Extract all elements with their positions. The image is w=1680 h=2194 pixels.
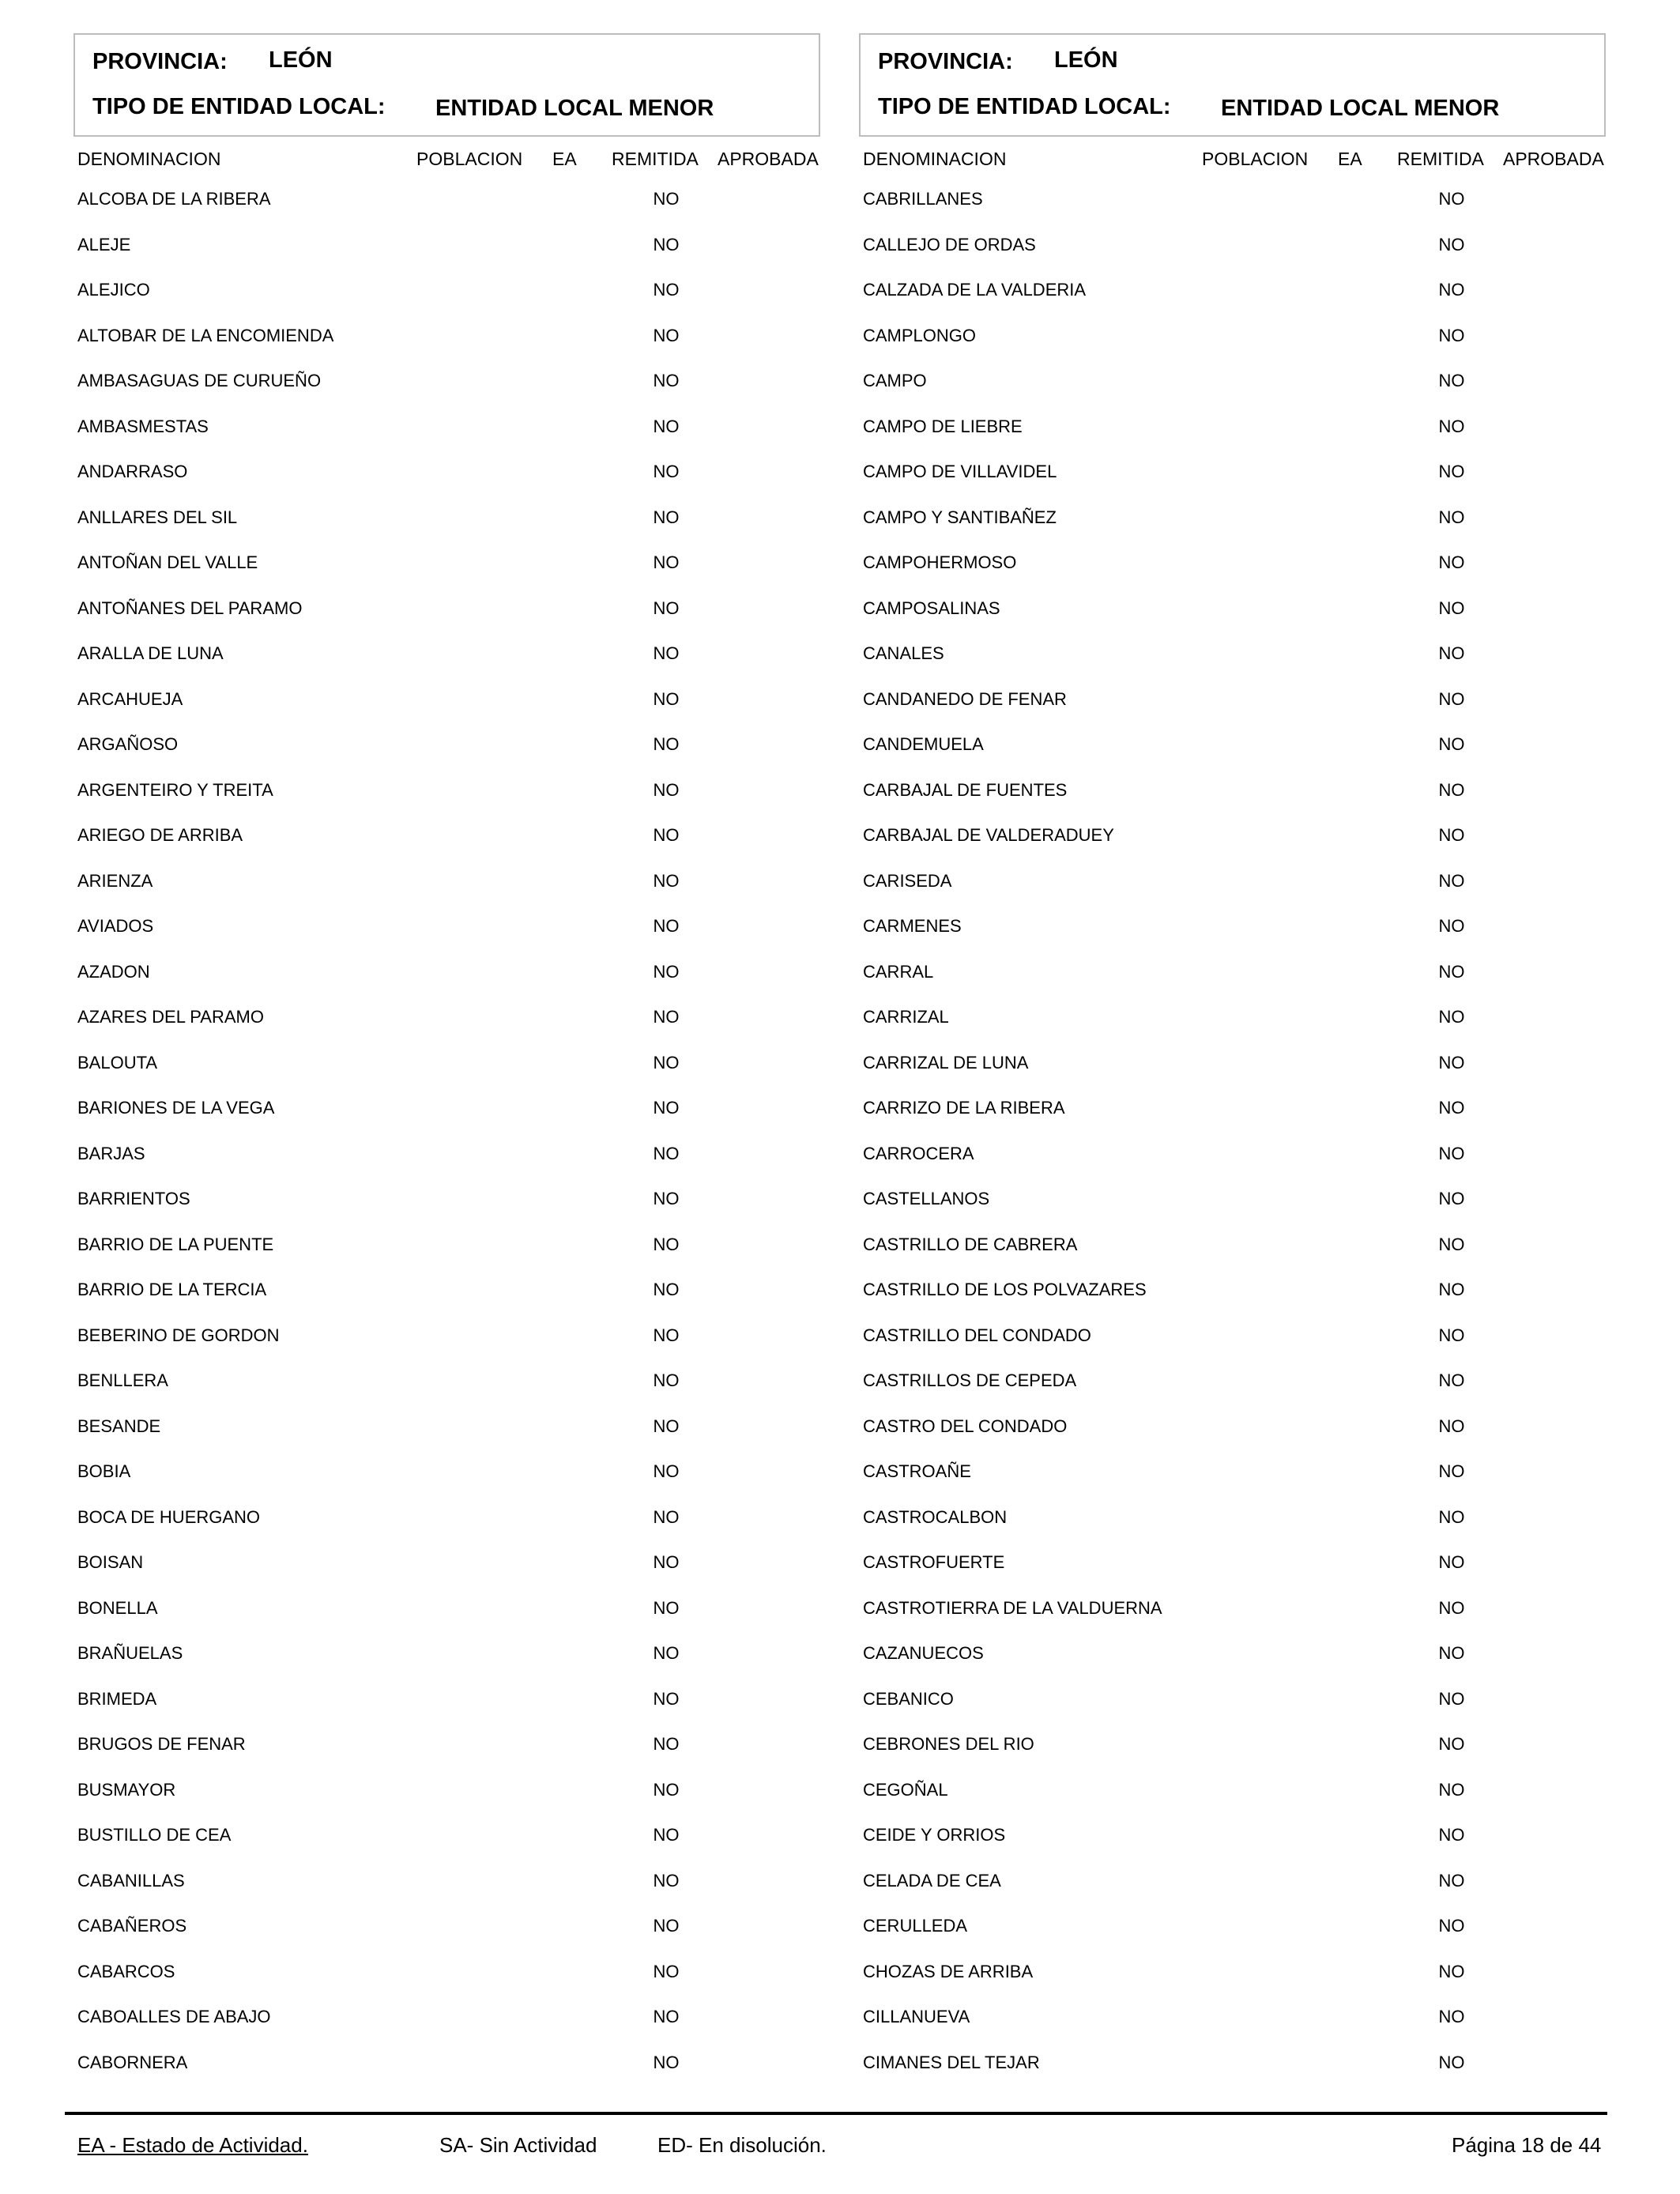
remitida-cell: NO bbox=[653, 1825, 680, 1845]
remitida-cell: NO bbox=[653, 1734, 680, 1754]
table-row bbox=[859, 416, 1606, 462]
remitida-cell: NO bbox=[653, 1143, 680, 1163]
denominacion-cell: CAMPOSALINAS bbox=[863, 598, 1000, 618]
column-header-poblacion: POBLACION bbox=[416, 149, 523, 169]
table-row bbox=[859, 1824, 1606, 1870]
denominacion-cell: CILLANUEVA bbox=[863, 2007, 970, 2026]
denominacion-cell: ANTOÑANES DEL PARAMO bbox=[77, 598, 303, 618]
denominacion-cell: BARRIO DE LA TERCIA bbox=[77, 1280, 267, 1299]
remitida-cell: NO bbox=[653, 598, 680, 618]
table-row bbox=[73, 598, 820, 643]
table-row bbox=[73, 188, 820, 234]
table-row bbox=[73, 507, 820, 552]
table-row bbox=[859, 188, 1606, 234]
remitida-cell: NO bbox=[653, 1234, 680, 1254]
provincia-label: PROVINCIA: bbox=[878, 49, 1013, 74]
remitida-cell: NO bbox=[1438, 1961, 1465, 1981]
denominacion-cell: BARRIENTOS bbox=[77, 1189, 190, 1208]
denominacion-cell: ARALLA DE LUNA bbox=[77, 643, 224, 663]
denominacion-cell: CAMPO bbox=[863, 371, 927, 390]
remitida-cell: NO bbox=[1438, 2007, 1465, 2026]
table-row bbox=[73, 1370, 820, 1416]
column-header-remitida: REMITIDA bbox=[612, 149, 699, 169]
remitida-cell: NO bbox=[653, 1370, 680, 1390]
denominacion-cell: CELADA DE CEA bbox=[863, 1870, 1001, 1891]
table-row bbox=[73, 643, 820, 688]
column-header-aprobada: APROBADA bbox=[1503, 149, 1604, 169]
remitida-cell: NO bbox=[1438, 779, 1465, 800]
table-row bbox=[859, 461, 1606, 507]
table-row bbox=[73, 1642, 820, 1688]
remitida-cell: NO bbox=[653, 1280, 680, 1299]
denominacion-cell: CALLEJO DE ORDAS bbox=[863, 234, 1036, 254]
remitida-cell: NO bbox=[653, 1779, 680, 1800]
table-row bbox=[73, 1779, 820, 1825]
table-row bbox=[73, 733, 820, 779]
table-row bbox=[73, 1597, 820, 1643]
table-row bbox=[73, 279, 820, 325]
denominacion-cell: BALOUTA bbox=[77, 1052, 158, 1072]
remitida-cell: NO bbox=[653, 325, 680, 345]
remitida-cell: NO bbox=[1438, 1416, 1465, 1436]
table-row bbox=[73, 325, 820, 371]
remitida-cell: NO bbox=[1438, 1506, 1465, 1527]
denominacion-cell: CARRAL bbox=[863, 961, 934, 982]
table-row bbox=[859, 1915, 1606, 1961]
denominacion-cell: CEIDE Y ORRIOS bbox=[863, 1825, 1006, 1845]
remitida-cell: NO bbox=[1438, 1325, 1465, 1345]
denominacion-cell: CARROCERA bbox=[863, 1143, 974, 1163]
remitida-cell: NO bbox=[1438, 1189, 1465, 1208]
table-row bbox=[73, 824, 820, 870]
table-row bbox=[859, 688, 1606, 734]
table-row bbox=[73, 915, 820, 961]
remitida-cell: NO bbox=[1438, 1870, 1465, 1891]
table-row bbox=[73, 1688, 820, 1734]
table-row bbox=[859, 1642, 1606, 1688]
table-row bbox=[859, 2006, 1606, 2052]
denominacion-cell: CEGOÑAL bbox=[863, 1779, 948, 1800]
denominacion-cell: CARRIZO DE LA RIBERA bbox=[863, 1098, 1065, 1118]
remitida-cell: NO bbox=[1438, 1280, 1465, 1299]
column-header-denominacion: DENOMINACION bbox=[77, 149, 221, 169]
column-header-poblacion: POBLACION bbox=[1202, 149, 1309, 169]
denominacion-cell: CASTRILLOS DE CEPEDA bbox=[863, 1370, 1077, 1390]
provincia-value: LEÓN bbox=[269, 47, 333, 73]
denominacion-cell: BRIMEDA bbox=[77, 1688, 157, 1709]
remitida-cell: NO bbox=[653, 1189, 680, 1208]
denominacion-cell: ARCAHUEJA bbox=[77, 688, 183, 709]
provincia-value: LEÓN bbox=[1054, 47, 1118, 73]
denominacion-cell: CEBRONES DEL RIO bbox=[863, 1734, 1034, 1754]
table-row bbox=[73, 2052, 820, 2098]
table-row bbox=[73, 1188, 820, 1234]
table-row bbox=[73, 461, 820, 507]
remitida-cell: NO bbox=[1438, 598, 1465, 618]
remitida-cell: NO bbox=[1438, 870, 1465, 891]
denominacion-cell: ARGAÑOSO bbox=[77, 734, 179, 754]
column-header-denominacion: DENOMINACION bbox=[863, 149, 1007, 169]
remitida-cell: NO bbox=[1438, 1098, 1465, 1118]
column-header-ea: EA bbox=[552, 149, 577, 169]
remitida-cell: NO bbox=[1438, 552, 1465, 572]
denominacion-cell: CASTELLANOS bbox=[863, 1189, 990, 1208]
remitida-cell: NO bbox=[653, 552, 680, 572]
remitida-cell: NO bbox=[653, 643, 680, 663]
table-row bbox=[859, 1733, 1606, 1779]
remitida-cell: NO bbox=[653, 870, 680, 891]
remitida-cell: NO bbox=[653, 961, 680, 982]
remitida-cell: NO bbox=[653, 371, 680, 390]
denominacion-cell: CANDEMUELA bbox=[863, 734, 984, 754]
denominacion-cell: CANDANEDO DE FENAR bbox=[863, 688, 1067, 709]
remitida-cell: NO bbox=[1438, 643, 1465, 663]
remitida-cell: NO bbox=[1438, 1916, 1465, 1936]
remitida-cell: NO bbox=[653, 1870, 680, 1891]
denominacion-cell: CARRIZAL bbox=[863, 1007, 949, 1027]
denominacion-cell: ARGENTEIRO Y TREITA bbox=[77, 779, 273, 800]
denominacion-cell: BOISAN bbox=[77, 1552, 144, 1572]
remitida-cell: NO bbox=[653, 280, 680, 300]
column-header-ea: EA bbox=[1338, 149, 1362, 169]
table-row bbox=[73, 961, 820, 1007]
denominacion-cell: CARBAJAL DE FUENTES bbox=[863, 779, 1068, 800]
denominacion-cell: ANTOÑAN DEL VALLE bbox=[77, 552, 258, 572]
denominacion-cell: CABAÑEROS bbox=[77, 1916, 187, 1936]
denominacion-cell: ALTOBAR DE LA ENCOMIENDA bbox=[77, 325, 334, 345]
table-row bbox=[859, 279, 1606, 325]
table-row bbox=[859, 961, 1606, 1007]
denominacion-cell: CABOALLES DE ABAJO bbox=[77, 2007, 271, 2026]
remitida-cell: NO bbox=[653, 1643, 680, 1663]
denominacion-cell: ALEJE bbox=[77, 234, 131, 254]
table-row bbox=[859, 1779, 1606, 1825]
denominacion-cell: CARISEDA bbox=[863, 870, 952, 891]
denominacion-cell: CHOZAS DE ARRIBA bbox=[863, 1961, 1034, 1981]
column-header-remitida: REMITIDA bbox=[1397, 149, 1484, 169]
table-row bbox=[859, 1370, 1606, 1416]
table-row bbox=[73, 234, 820, 280]
denominacion-cell: ARIENZA bbox=[77, 870, 153, 891]
denominacion-cell: BOCA DE HUERGANO bbox=[77, 1506, 261, 1527]
remitida-cell: NO bbox=[653, 1098, 680, 1118]
table-row bbox=[73, 779, 820, 825]
table-row bbox=[859, 1234, 1606, 1280]
remitida-cell: NO bbox=[653, 1961, 680, 1981]
table-row bbox=[73, 1006, 820, 1052]
table-row bbox=[859, 1325, 1606, 1370]
table-row bbox=[859, 824, 1606, 870]
table-row bbox=[73, 552, 820, 598]
denominacion-cell: CAMPOHERMOSO bbox=[863, 552, 1017, 572]
denominacion-cell: CASTROFUERTE bbox=[863, 1552, 1005, 1572]
remitida-cell: NO bbox=[1438, 1643, 1465, 1663]
remitida-cell: NO bbox=[1438, 961, 1465, 982]
remitida-cell: NO bbox=[1438, 1007, 1465, 1027]
denominacion-cell: CERULLEDA bbox=[863, 1916, 968, 1936]
tipo-entidad-value: ENTIDAD LOCAL MENOR bbox=[1221, 96, 1500, 121]
table-row bbox=[859, 1961, 1606, 2007]
denominacion-cell: ANDARRASO bbox=[77, 462, 188, 481]
page-number: Página 18 de 44 bbox=[1452, 2133, 1602, 2157]
table-row bbox=[859, 1461, 1606, 1506]
left-panel bbox=[73, 33, 820, 2072]
table-row bbox=[859, 1506, 1606, 1552]
table-row bbox=[73, 870, 820, 916]
denominacion-cell: BARRIO DE LA PUENTE bbox=[77, 1234, 274, 1254]
table-row bbox=[859, 1597, 1606, 1643]
remitida-cell: NO bbox=[653, 507, 680, 527]
table-row bbox=[73, 1234, 820, 1280]
denominacion-cell: CAMPLONGO bbox=[863, 325, 977, 345]
denominacion-cell: BRAÑUELAS bbox=[77, 1643, 183, 1663]
remitida-cell: NO bbox=[1438, 1461, 1465, 1481]
remitida-cell: NO bbox=[1438, 371, 1465, 390]
remitida-cell: NO bbox=[1438, 1779, 1465, 1800]
table-row bbox=[859, 2052, 1606, 2098]
remitida-cell: NO bbox=[1438, 916, 1465, 936]
remitida-cell: NO bbox=[653, 416, 680, 436]
table-row bbox=[73, 1961, 820, 2007]
left-table-body bbox=[73, 188, 820, 2097]
table-row bbox=[859, 1551, 1606, 1597]
remitida-cell: NO bbox=[1438, 1552, 1465, 1572]
denominacion-cell: AMBASAGUAS DE CURUEÑO bbox=[77, 371, 322, 390]
remitida-cell: NO bbox=[1438, 2052, 1465, 2072]
remitida-cell: NO bbox=[653, 1506, 680, 1527]
denominacion-cell: CAMPO DE VILLAVIDEL bbox=[863, 462, 1057, 481]
table-row bbox=[859, 507, 1606, 552]
table-row bbox=[859, 733, 1606, 779]
table-row bbox=[859, 779, 1606, 825]
denominacion-cell: CASTRILLO DEL CONDADO bbox=[863, 1325, 1091, 1345]
remitida-cell: NO bbox=[1438, 416, 1465, 436]
denominacion-cell: AVIADOS bbox=[77, 916, 154, 936]
denominacion-cell: ALCOBA DE LA RIBERA bbox=[77, 189, 271, 209]
footer-divider bbox=[65, 2112, 1607, 2115]
denominacion-cell: CIMANES DEL TEJAR bbox=[863, 2052, 1040, 2072]
table-row bbox=[73, 688, 820, 734]
denominacion-cell: BARJAS bbox=[77, 1143, 145, 1163]
remitida-cell: NO bbox=[653, 1416, 680, 1436]
remitida-cell: NO bbox=[1438, 688, 1465, 709]
table-row bbox=[859, 598, 1606, 643]
denominacion-cell: CABRILLANES bbox=[863, 189, 983, 209]
denominacion-cell: CABANILLAS bbox=[77, 1870, 185, 1891]
remitida-cell: NO bbox=[653, 234, 680, 254]
denominacion-cell: CASTRO DEL CONDADO bbox=[863, 1416, 1068, 1436]
remitida-cell: NO bbox=[653, 688, 680, 709]
denominacion-cell: CASTROCALBON bbox=[863, 1506, 1008, 1527]
remitida-cell: NO bbox=[1438, 507, 1465, 527]
tipo-entidad-label: TIPO DE ENTIDAD LOCAL: bbox=[92, 94, 386, 119]
table-row bbox=[73, 1052, 820, 1098]
remitida-cell: NO bbox=[653, 1461, 680, 1481]
footer-ea-legend: EA - Estado de Actividad. bbox=[77, 2133, 308, 2157]
denominacion-cell: CABARCOS bbox=[77, 1961, 175, 1981]
remitida-cell: NO bbox=[1438, 1052, 1465, 1072]
table-row bbox=[73, 370, 820, 416]
denominacion-cell: BARIONES DE LA VEGA bbox=[77, 1098, 275, 1118]
table-row bbox=[73, 1915, 820, 1961]
table-row bbox=[73, 1279, 820, 1325]
table-row bbox=[73, 1870, 820, 1916]
denominacion-cell: CASTROAÑE bbox=[863, 1461, 971, 1481]
table-row bbox=[73, 1416, 820, 1461]
remitida-cell: NO bbox=[653, 1325, 680, 1345]
provincia-label: PROVINCIA: bbox=[92, 49, 228, 74]
remitida-cell: NO bbox=[653, 2007, 680, 2026]
denominacion-cell: CAMPO Y SANTIBAÑEZ bbox=[863, 507, 1057, 527]
table-row bbox=[859, 915, 1606, 961]
remitida-cell: NO bbox=[1438, 189, 1465, 209]
remitida-cell: NO bbox=[653, 1552, 680, 1572]
denominacion-cell: ANLLARES DEL SIL bbox=[77, 507, 238, 527]
table-row bbox=[859, 1143, 1606, 1189]
denominacion-cell: CEBANICO bbox=[863, 1688, 954, 1709]
remitida-cell: NO bbox=[653, 1052, 680, 1072]
table-row bbox=[859, 234, 1606, 280]
denominacion-cell: CARBAJAL DE VALDERADUEY bbox=[863, 825, 1114, 845]
table-row bbox=[859, 1416, 1606, 1461]
denominacion-cell: CASTROTIERRA DE LA VALDUERNA bbox=[863, 1597, 1162, 1618]
right-table-body bbox=[859, 188, 1606, 2097]
remitida-cell: NO bbox=[1438, 825, 1465, 845]
table-row bbox=[859, 325, 1606, 371]
table-row bbox=[859, 1870, 1606, 1916]
remitida-cell: NO bbox=[653, 734, 680, 754]
denominacion-cell: CANALES bbox=[863, 643, 944, 663]
table-row bbox=[73, 1733, 820, 1779]
table-row bbox=[859, 1006, 1606, 1052]
left-header-box bbox=[73, 33, 820, 137]
right-header-box bbox=[859, 33, 1606, 137]
table-row bbox=[859, 1188, 1606, 1234]
denominacion-cell: BENLLERA bbox=[77, 1370, 168, 1390]
table-row bbox=[859, 1279, 1606, 1325]
denominacion-cell: BOBIA bbox=[77, 1461, 131, 1481]
remitida-cell: NO bbox=[1438, 234, 1465, 254]
table-row bbox=[859, 1097, 1606, 1143]
table-row bbox=[859, 552, 1606, 598]
footer-ed-legend: ED- En disolución. bbox=[657, 2133, 827, 2157]
table-row bbox=[73, 1506, 820, 1552]
denominacion-cell: CASTRILLO DE CABRERA bbox=[863, 1234, 1078, 1254]
denominacion-cell: BESANDE bbox=[77, 1416, 161, 1436]
denominacion-cell: BEBERINO DE GORDON bbox=[77, 1325, 280, 1345]
denominacion-cell: ALEJICO bbox=[77, 280, 150, 300]
denominacion-cell: CABORNERA bbox=[77, 2052, 188, 2072]
table-row bbox=[859, 643, 1606, 688]
denominacion-cell: CAZANUECOS bbox=[863, 1643, 984, 1663]
remitida-cell: NO bbox=[653, 916, 680, 936]
remitida-cell: NO bbox=[1438, 1370, 1465, 1390]
remitida-cell: NO bbox=[1438, 734, 1465, 754]
denominacion-cell: CARMENES bbox=[863, 916, 962, 936]
column-header-aprobada: APROBADA bbox=[718, 149, 819, 169]
denominacion-cell: ARIEGO DE ARRIBA bbox=[77, 825, 243, 845]
remitida-cell: NO bbox=[1438, 1234, 1465, 1254]
denominacion-cell: AZARES DEL PARAMO bbox=[77, 1007, 264, 1027]
table-row bbox=[859, 870, 1606, 916]
denominacion-cell: CASTRILLO DE LOS POLVAZARES bbox=[863, 1280, 1147, 1299]
denominacion-cell: BUSTILLO DE CEA bbox=[77, 1825, 232, 1845]
remitida-cell: NO bbox=[1438, 1688, 1465, 1709]
remitida-cell: NO bbox=[653, 1688, 680, 1709]
tipo-entidad-value: ENTIDAD LOCAL MENOR bbox=[435, 96, 714, 121]
remitida-cell: NO bbox=[1438, 1597, 1465, 1618]
tipo-entidad-label: TIPO DE ENTIDAD LOCAL: bbox=[878, 94, 1171, 119]
right-panel bbox=[859, 33, 1606, 2072]
denominacion-cell: BUSMAYOR bbox=[77, 1779, 176, 1800]
table-row bbox=[73, 1461, 820, 1506]
remitida-cell: NO bbox=[653, 462, 680, 481]
denominacion-cell: AMBASMESTAS bbox=[77, 416, 209, 436]
remitida-cell: NO bbox=[1438, 462, 1465, 481]
remitida-cell: NO bbox=[653, 189, 680, 209]
remitida-cell: NO bbox=[653, 779, 680, 800]
denominacion-cell: CARRIZAL DE LUNA bbox=[863, 1052, 1029, 1072]
remitida-cell: NO bbox=[653, 825, 680, 845]
table-row bbox=[859, 370, 1606, 416]
denominacion-cell: CALZADA DE LA VALDERIA bbox=[863, 280, 1087, 300]
table-row bbox=[73, 416, 820, 462]
table-row bbox=[73, 1325, 820, 1370]
table-row bbox=[859, 1688, 1606, 1734]
remitida-cell: NO bbox=[1438, 1825, 1465, 1845]
denominacion-cell: AZADON bbox=[77, 961, 150, 982]
remitida-cell: NO bbox=[653, 1007, 680, 1027]
remitida-cell: NO bbox=[653, 1597, 680, 1618]
remitida-cell: NO bbox=[1438, 1143, 1465, 1163]
table-row bbox=[73, 1143, 820, 1189]
denominacion-cell: CAMPO DE LIEBRE bbox=[863, 416, 1023, 436]
table-row bbox=[859, 1052, 1606, 1098]
table-row bbox=[73, 1551, 820, 1597]
remitida-cell: NO bbox=[653, 2052, 680, 2072]
footer-sa-legend: SA- Sin Actividad bbox=[439, 2133, 597, 2157]
denominacion-cell: BONELLA bbox=[77, 1597, 158, 1618]
remitida-cell: NO bbox=[1438, 325, 1465, 345]
table-row bbox=[73, 1824, 820, 1870]
remitida-cell: NO bbox=[1438, 280, 1465, 300]
table-row bbox=[73, 1097, 820, 1143]
remitida-cell: NO bbox=[1438, 1734, 1465, 1754]
remitida-cell: NO bbox=[653, 1916, 680, 1936]
table-row bbox=[73, 2006, 820, 2052]
denominacion-cell: BRUGOS DE FENAR bbox=[77, 1734, 246, 1754]
